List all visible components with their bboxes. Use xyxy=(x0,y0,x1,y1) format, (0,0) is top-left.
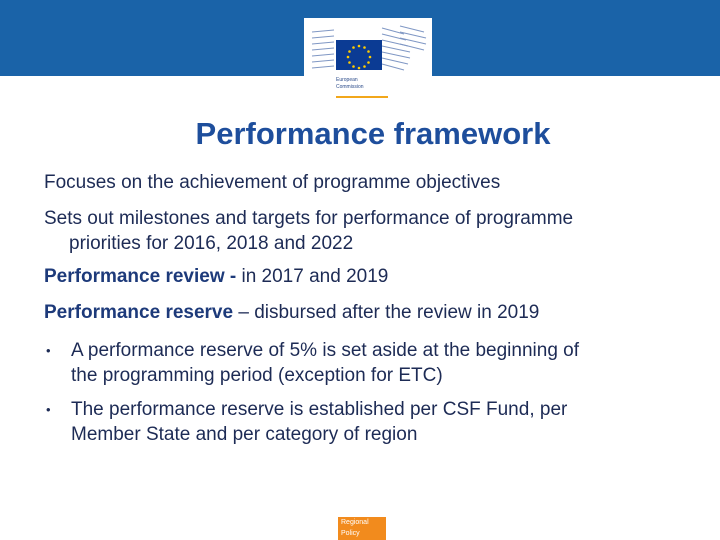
paragraph-performance-review xyxy=(44,264,684,289)
slide-title: Performance framework xyxy=(195,116,551,151)
performance-review-text: in 2017 and 2019 xyxy=(236,266,389,287)
bullet-line-1: The performance reserve is established per CSF Fund, per xyxy=(71,399,568,420)
bullet-item xyxy=(46,397,686,447)
paragraph-milestones-line-1: Sets out milestones and targets for performance of programme xyxy=(44,208,574,229)
bullet-line-2: the programming period (exception for ETC) xyxy=(71,365,443,386)
badge-line-2: Policy xyxy=(341,530,360,537)
performance-reserve-label: Performance reserve xyxy=(44,302,234,323)
performance-review-label: Performance review - xyxy=(44,266,237,287)
logo-line-2: Commission xyxy=(336,84,364,90)
paragraph-objectives-text: Focuses on the achievement of programme objectives xyxy=(44,172,501,193)
bullet-marker: • xyxy=(46,343,51,358)
badge-line-1: Regional xyxy=(341,519,369,526)
eu-flag xyxy=(336,40,382,70)
paragraph-milestones xyxy=(44,206,684,256)
logo-line-1: European xyxy=(336,77,358,83)
bullet-line-1: A performance reserve of 5% is set aside at the beginning of xyxy=(71,340,580,361)
eu-commission-logo xyxy=(304,18,432,102)
bullet-marker: • xyxy=(46,402,51,417)
bullet-line-2: Member State and per category of region xyxy=(71,424,418,445)
paragraph-milestones-line-2: priorities for 2016, 2018 and 2022 xyxy=(69,233,354,254)
logo-underline xyxy=(336,96,388,98)
paragraph-objectives xyxy=(44,170,684,195)
paragraph-performance-reserve xyxy=(44,300,684,325)
logo-wordmark xyxy=(336,77,396,91)
performance-reserve-text: – disbursed after the review in 2019 xyxy=(233,302,540,323)
bullet-item xyxy=(46,338,686,388)
regional-policy-badge xyxy=(338,517,386,540)
